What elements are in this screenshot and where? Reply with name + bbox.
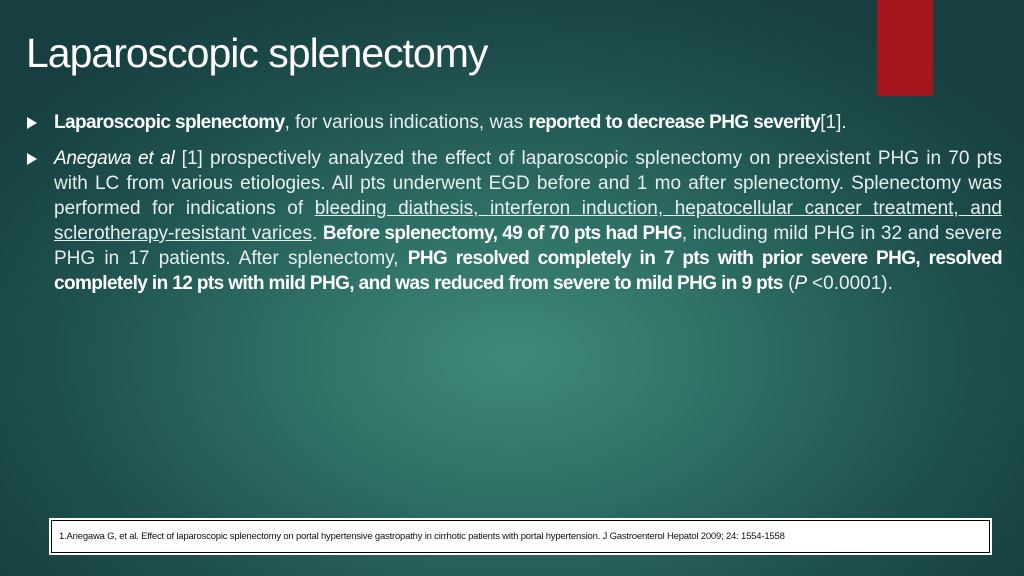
bullet-arrow-icon <box>27 117 37 129</box>
bullet-text: [1]. <box>820 112 847 133</box>
bullet-arrow-icon <box>27 153 37 165</box>
bullet-item <box>27 146 1002 296</box>
bullet-list <box>27 110 1002 296</box>
bullet-item <box>27 110 1002 135</box>
bullet-text: <0.0001). <box>806 273 893 294</box>
bullet-text-italic: Anegawa et al <box>54 148 175 169</box>
bullet-text: , including mild PHG in 32 and severe PHG in 17 patients. After splenectomy, <box>54 223 1002 269</box>
bullet-text-bold: Laparoscopic splenectomy <box>54 112 285 133</box>
bullet-text-bold: Before splenectomy, 49 of 70 pts had PHG <box>322 223 682 244</box>
reference-text: 1.Anegawa G, et al. Effect of laparoscopic splenectomy on portal hypertensive gastropathy in cirrhotic patients with portal hypertension. J Gastroenterol Hepatol 2009; 24: 1554-1558 <box>59 531 785 542</box>
bullet-text-bold: PHG resolved completely in 7 pts with prior severe PHG, resolved completely in 12 pts with mild PHG, and was reduced from severe to mild PHG in 9 pts <box>54 248 1003 294</box>
bullet-text-bold: reported to decrease PHG severity <box>528 112 821 133</box>
accent-tab <box>877 0 933 96</box>
bullet-text-italic: P <box>794 273 807 294</box>
bullet-text: . <box>311 223 323 244</box>
bullet-text-underlined: bleeding diathesis, interferon induction, hepatocellular cancer treatment, and sclerotherapy-resistant varices <box>54 198 1002 244</box>
bullet-text: , for various indications, was <box>284 112 529 133</box>
reference-box <box>49 518 992 555</box>
bullet-text: [1] prospectively analyzed the effect of laparoscopic splenectomy on preexistent PHG in 70 pts with LC from various etiologies. All pts underwent EGD before and 1 mo after splenectomy. Splenectomy was performed for indications of <box>54 148 1002 219</box>
slide-title: Laparoscopic splenectomy <box>26 30 488 76</box>
bullet-text: ( <box>782 273 795 294</box>
